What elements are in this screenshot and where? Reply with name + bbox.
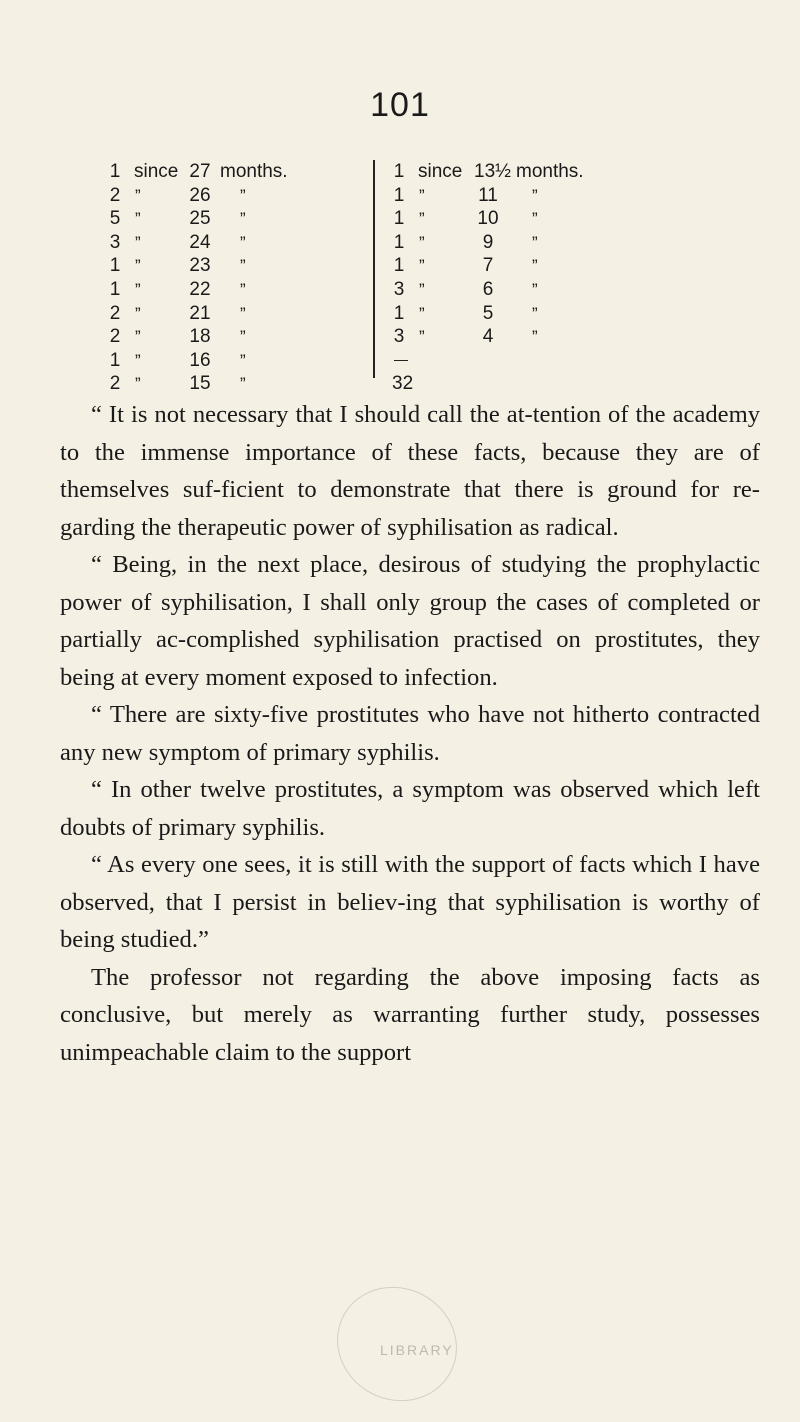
months-cell: 23 bbox=[189, 255, 211, 277]
ditto-mark: ” bbox=[135, 279, 141, 299]
months-cell: 13½ bbox=[474, 161, 511, 182]
months-cell: 24 bbox=[189, 231, 211, 253]
body-text bbox=[60, 396, 760, 1071]
months-cell: 7 bbox=[482, 255, 494, 277]
table-row bbox=[108, 278, 358, 302]
case-tables bbox=[108, 160, 788, 395]
since-cell: since bbox=[134, 161, 179, 182]
paragraph: “ As every one sees, it is still with the support of facts which I have observed, that I persist in believ-ing that syphilisation is worthy of being studied.” bbox=[60, 851, 760, 953]
table-row bbox=[108, 302, 358, 326]
table-row bbox=[392, 184, 682, 208]
table-divider bbox=[373, 160, 375, 378]
months-cell: 4 bbox=[482, 326, 494, 348]
ditto-mark: ” bbox=[240, 185, 246, 205]
table-row bbox=[392, 254, 682, 278]
since-cell: since bbox=[418, 161, 463, 182]
ditto-mark: ” bbox=[240, 256, 246, 276]
count-cell: 2 bbox=[109, 373, 121, 395]
ditto-mark: ” bbox=[135, 232, 141, 252]
ditto-mark: ” bbox=[532, 327, 538, 347]
count-cell: 1 bbox=[393, 184, 405, 206]
table-row bbox=[392, 278, 682, 302]
count-cell: 1 bbox=[393, 208, 405, 230]
paragraph: “ In other twelve prostitutes, a symptom was observed which left doubts of primary syphilis. bbox=[60, 776, 760, 841]
ditto-mark: ” bbox=[135, 303, 141, 323]
ditto-mark: ” bbox=[135, 209, 141, 229]
table-row bbox=[108, 325, 358, 349]
months-cell: 21 bbox=[189, 302, 211, 324]
table-row bbox=[392, 207, 682, 231]
ditto-mark: ” bbox=[419, 256, 425, 276]
ditto-mark: ” bbox=[240, 327, 246, 347]
table-row bbox=[108, 231, 358, 255]
table-left-header bbox=[108, 160, 358, 184]
ditto-mark: ” bbox=[419, 279, 425, 299]
ditto-mark: ” bbox=[135, 350, 141, 370]
library-stamp-text: LIBRARY bbox=[380, 1342, 454, 1358]
table-right-header bbox=[392, 160, 682, 184]
ditto-mark: ” bbox=[240, 232, 246, 252]
ditto-mark: ” bbox=[532, 232, 538, 252]
months-cell: 11 bbox=[478, 184, 498, 206]
table-row bbox=[108, 184, 358, 208]
count-cell: 1 bbox=[393, 302, 405, 324]
count-cell: 1 bbox=[109, 255, 121, 277]
total-rule bbox=[392, 349, 682, 373]
ditto-mark: ” bbox=[135, 374, 141, 394]
months-cell: 16 bbox=[189, 349, 211, 371]
months-cell: 9 bbox=[482, 231, 494, 253]
count-cell: 1 bbox=[109, 161, 121, 182]
table-row bbox=[108, 372, 358, 396]
ditto-mark: ” bbox=[240, 350, 246, 370]
ditto-mark: ” bbox=[532, 256, 538, 276]
ditto-mark: ” bbox=[240, 209, 246, 229]
ditto-mark: ” bbox=[240, 279, 246, 299]
total-value: 32 bbox=[392, 373, 414, 395]
ditto-mark: ” bbox=[135, 256, 141, 276]
paragraph: “ There are sixty-five prostitutes who have not hitherto contracted any new symptom of primary syphilis. bbox=[60, 701, 760, 766]
ditto-mark: ” bbox=[135, 185, 141, 205]
count-cell: 1 bbox=[393, 161, 405, 182]
ditto-mark: ” bbox=[419, 209, 425, 229]
count-cell: 3 bbox=[109, 231, 121, 253]
paragraph: The professor not regarding the above imposing facts as conclusive, but merely as warranting further study, possesses unimpeachable claim to the support bbox=[60, 963, 760, 1066]
table-row bbox=[392, 302, 682, 326]
count-cell: 3 bbox=[393, 326, 405, 348]
ditto-mark: ” bbox=[419, 303, 425, 323]
ditto-mark: ” bbox=[532, 209, 538, 229]
ditto-mark: ” bbox=[135, 327, 141, 347]
paragraph: “ Being, in the next place, desirous of studying the prophylactic power of syphilisation, I shall only group the cases of completed or partially ac-complished syphilisation practised on prostitutes, they being at every moment exposed to infection. bbox=[60, 551, 760, 691]
months-cell: 6 bbox=[482, 278, 494, 300]
months-cell: 25 bbox=[189, 208, 211, 230]
count-cell: 2 bbox=[109, 326, 121, 348]
table-row bbox=[392, 325, 682, 349]
count-cell: 3 bbox=[393, 278, 405, 300]
table-left bbox=[108, 160, 358, 396]
table-row bbox=[108, 349, 358, 373]
paragraph: “ It is not necessary that I should call the at-tention of the academy to the immense importance of these facts, because they are of themselves suf-ficient to demonstrate that there is ground for re-garding the therapeutic power of syphilisation as radical. bbox=[60, 401, 760, 541]
table-row bbox=[108, 207, 358, 231]
ditto-mark: ” bbox=[240, 303, 246, 323]
months-cell: 27 bbox=[189, 161, 211, 182]
months-cell: 18 bbox=[189, 326, 211, 348]
count-cell: 2 bbox=[109, 302, 121, 324]
ditto-mark: ” bbox=[532, 185, 538, 205]
ditto-mark: ” bbox=[419, 232, 425, 252]
ditto-mark: ” bbox=[419, 185, 425, 205]
ditto-mark: ” bbox=[532, 279, 538, 299]
months-label: months. bbox=[516, 161, 584, 182]
months-cell: 26 bbox=[189, 184, 211, 206]
count-cell: 5 bbox=[109, 208, 121, 230]
count-cell: 1 bbox=[393, 231, 405, 253]
table-row bbox=[392, 231, 682, 255]
count-cell: 1 bbox=[393, 255, 405, 277]
table-right bbox=[392, 160, 682, 396]
ditto-mark: ” bbox=[419, 327, 425, 347]
page-number: 101 bbox=[370, 86, 430, 124]
count-cell: 1 bbox=[109, 278, 121, 300]
months-label: months. bbox=[220, 161, 288, 182]
months-cell: 22 bbox=[189, 278, 211, 300]
ditto-mark: ” bbox=[532, 303, 538, 323]
months-cell: 10 bbox=[477, 208, 499, 230]
months-cell: 15 bbox=[189, 373, 211, 395]
count-cell: 1 bbox=[109, 349, 121, 371]
table-row bbox=[108, 254, 358, 278]
months-cell: 5 bbox=[482, 302, 494, 324]
count-cell: 2 bbox=[109, 184, 121, 206]
ditto-mark: ” bbox=[240, 374, 246, 394]
